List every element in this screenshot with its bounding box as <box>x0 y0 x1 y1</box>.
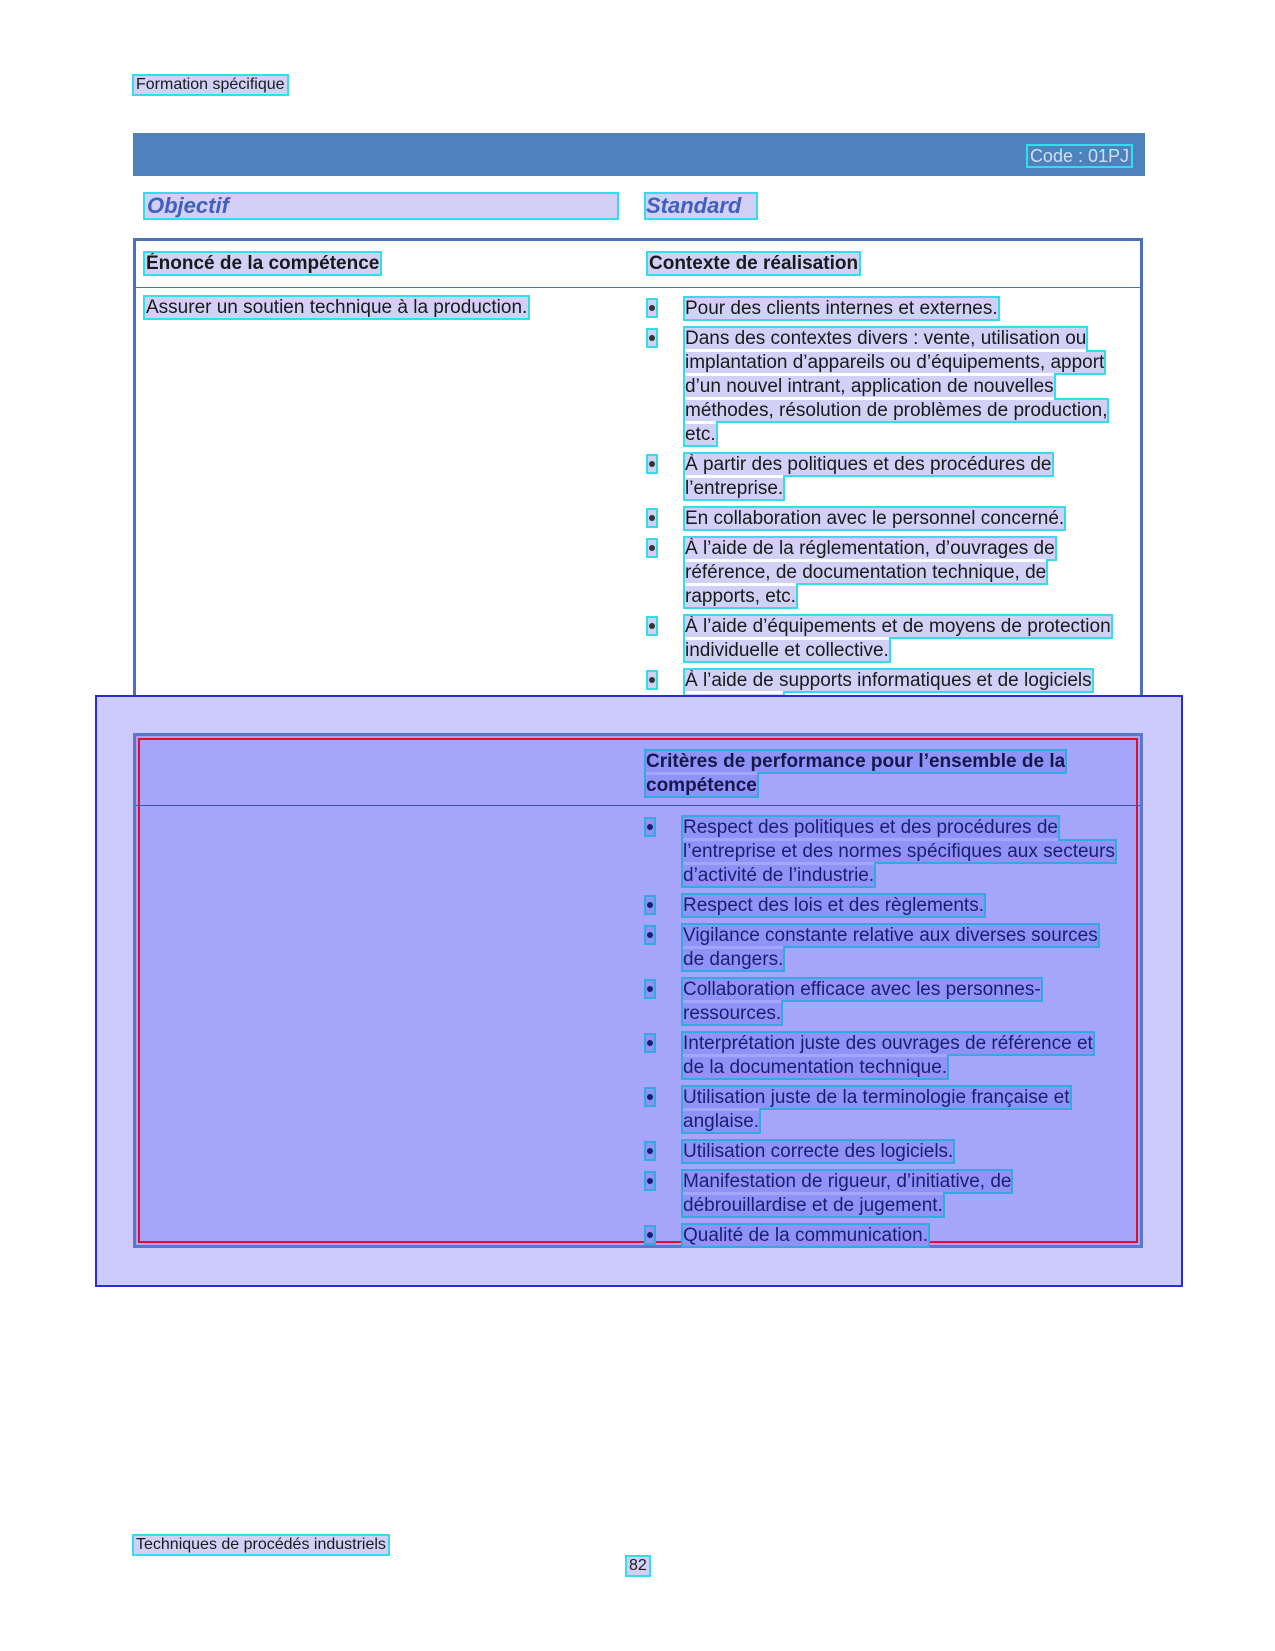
list-item: Vigilance constante relative aux diverses sources de dangers. <box>646 924 1118 972</box>
bullet-icon <box>646 927 654 943</box>
bullet-icon <box>646 1173 654 1189</box>
list-item: Interprétation juste des ouvrages de référence et de la documentation technique. <box>646 1032 1118 1080</box>
bullet-icon <box>648 330 656 346</box>
bullet-icon <box>648 300 656 316</box>
code-bar <box>133 133 1145 176</box>
list-item: À l’aide de supports informatiques et de logiciels <box>648 669 1118 717</box>
bullet-icon <box>646 819 654 835</box>
bullet-icon <box>648 540 656 556</box>
footer-program: Techniques de procédés industriels <box>136 1536 386 1553</box>
list-item: Dans des contextes divers : vente, utilisation ou implantation d’appareils ou d’équipements, apport d’un nouvel intrant, application de nouvelles méthodes, résolution de problèmes de production, etc. <box>648 327 1118 447</box>
bullet-icon <box>646 981 654 997</box>
bullet-icon <box>648 618 656 634</box>
competence-statement: Assurer un soutien technique à la production. <box>146 297 528 318</box>
context-column-header: Contexte de réalisation <box>649 253 859 274</box>
criteria-header: Critères de performance pour l’ensemble de la compétence <box>646 751 1066 796</box>
list-item: Respect des lois et des règlements. <box>646 894 1118 918</box>
bullet-icon <box>646 1227 654 1243</box>
list-item: Collaboration efficace avec les personnes-ressources. <box>646 978 1118 1026</box>
bullet-icon <box>646 1143 654 1159</box>
competency-code: Code : 01PJ <box>1029 146 1129 166</box>
page-number: 82 <box>629 1557 647 1574</box>
bullet-icon <box>648 510 656 526</box>
list-item: Manifestation de rigueur, d’initiative, de débrouillardise et de jugement. <box>646 1170 1118 1218</box>
list-item: En collaboration avec le personnel concerné. <box>648 507 1118 531</box>
list-item: À partir des politiques et des procédures de l’entreprise. <box>648 453 1118 501</box>
list-item: Utilisation juste de la terminologie française et anglaise. <box>646 1086 1118 1134</box>
criteria-list <box>646 816 1118 1254</box>
list-item: Respect des politiques et des procédures de l’entreprise et des normes spécifiques aux secteurs d’activité de l’industrie. <box>646 816 1118 888</box>
list-item: Qualité de la communication. <box>646 1224 1118 1248</box>
list-item: À l’aide d’équipements et de moyens de protection individuelle et collective. <box>648 615 1118 663</box>
context-list <box>648 297 1118 723</box>
running-head: Formation spécifique <box>136 76 285 93</box>
statement-column-header: Énoncé de la compétence <box>146 253 380 274</box>
competence-table <box>133 238 1143 716</box>
list-item: Pour des clients internes et externes. <box>648 297 1118 321</box>
criteria-table <box>133 733 1143 1248</box>
objectif-heading: Objectif <box>145 194 617 218</box>
bullet-icon <box>646 897 654 913</box>
bullet-icon <box>648 672 656 688</box>
criteria-table-header <box>136 736 1140 806</box>
competence-table-header <box>136 241 1140 288</box>
bullet-icon <box>646 1089 654 1105</box>
bullet-icon <box>648 456 656 472</box>
list-item: À l’aide de la réglementation, d’ouvrages de référence, de documentation technique, de rapports, etc. <box>648 537 1118 609</box>
list-item: Utilisation correcte des logiciels. <box>646 1140 1118 1164</box>
section-headings <box>145 194 765 220</box>
standard-heading: Standard <box>646 194 756 218</box>
bullet-icon <box>646 1035 654 1051</box>
